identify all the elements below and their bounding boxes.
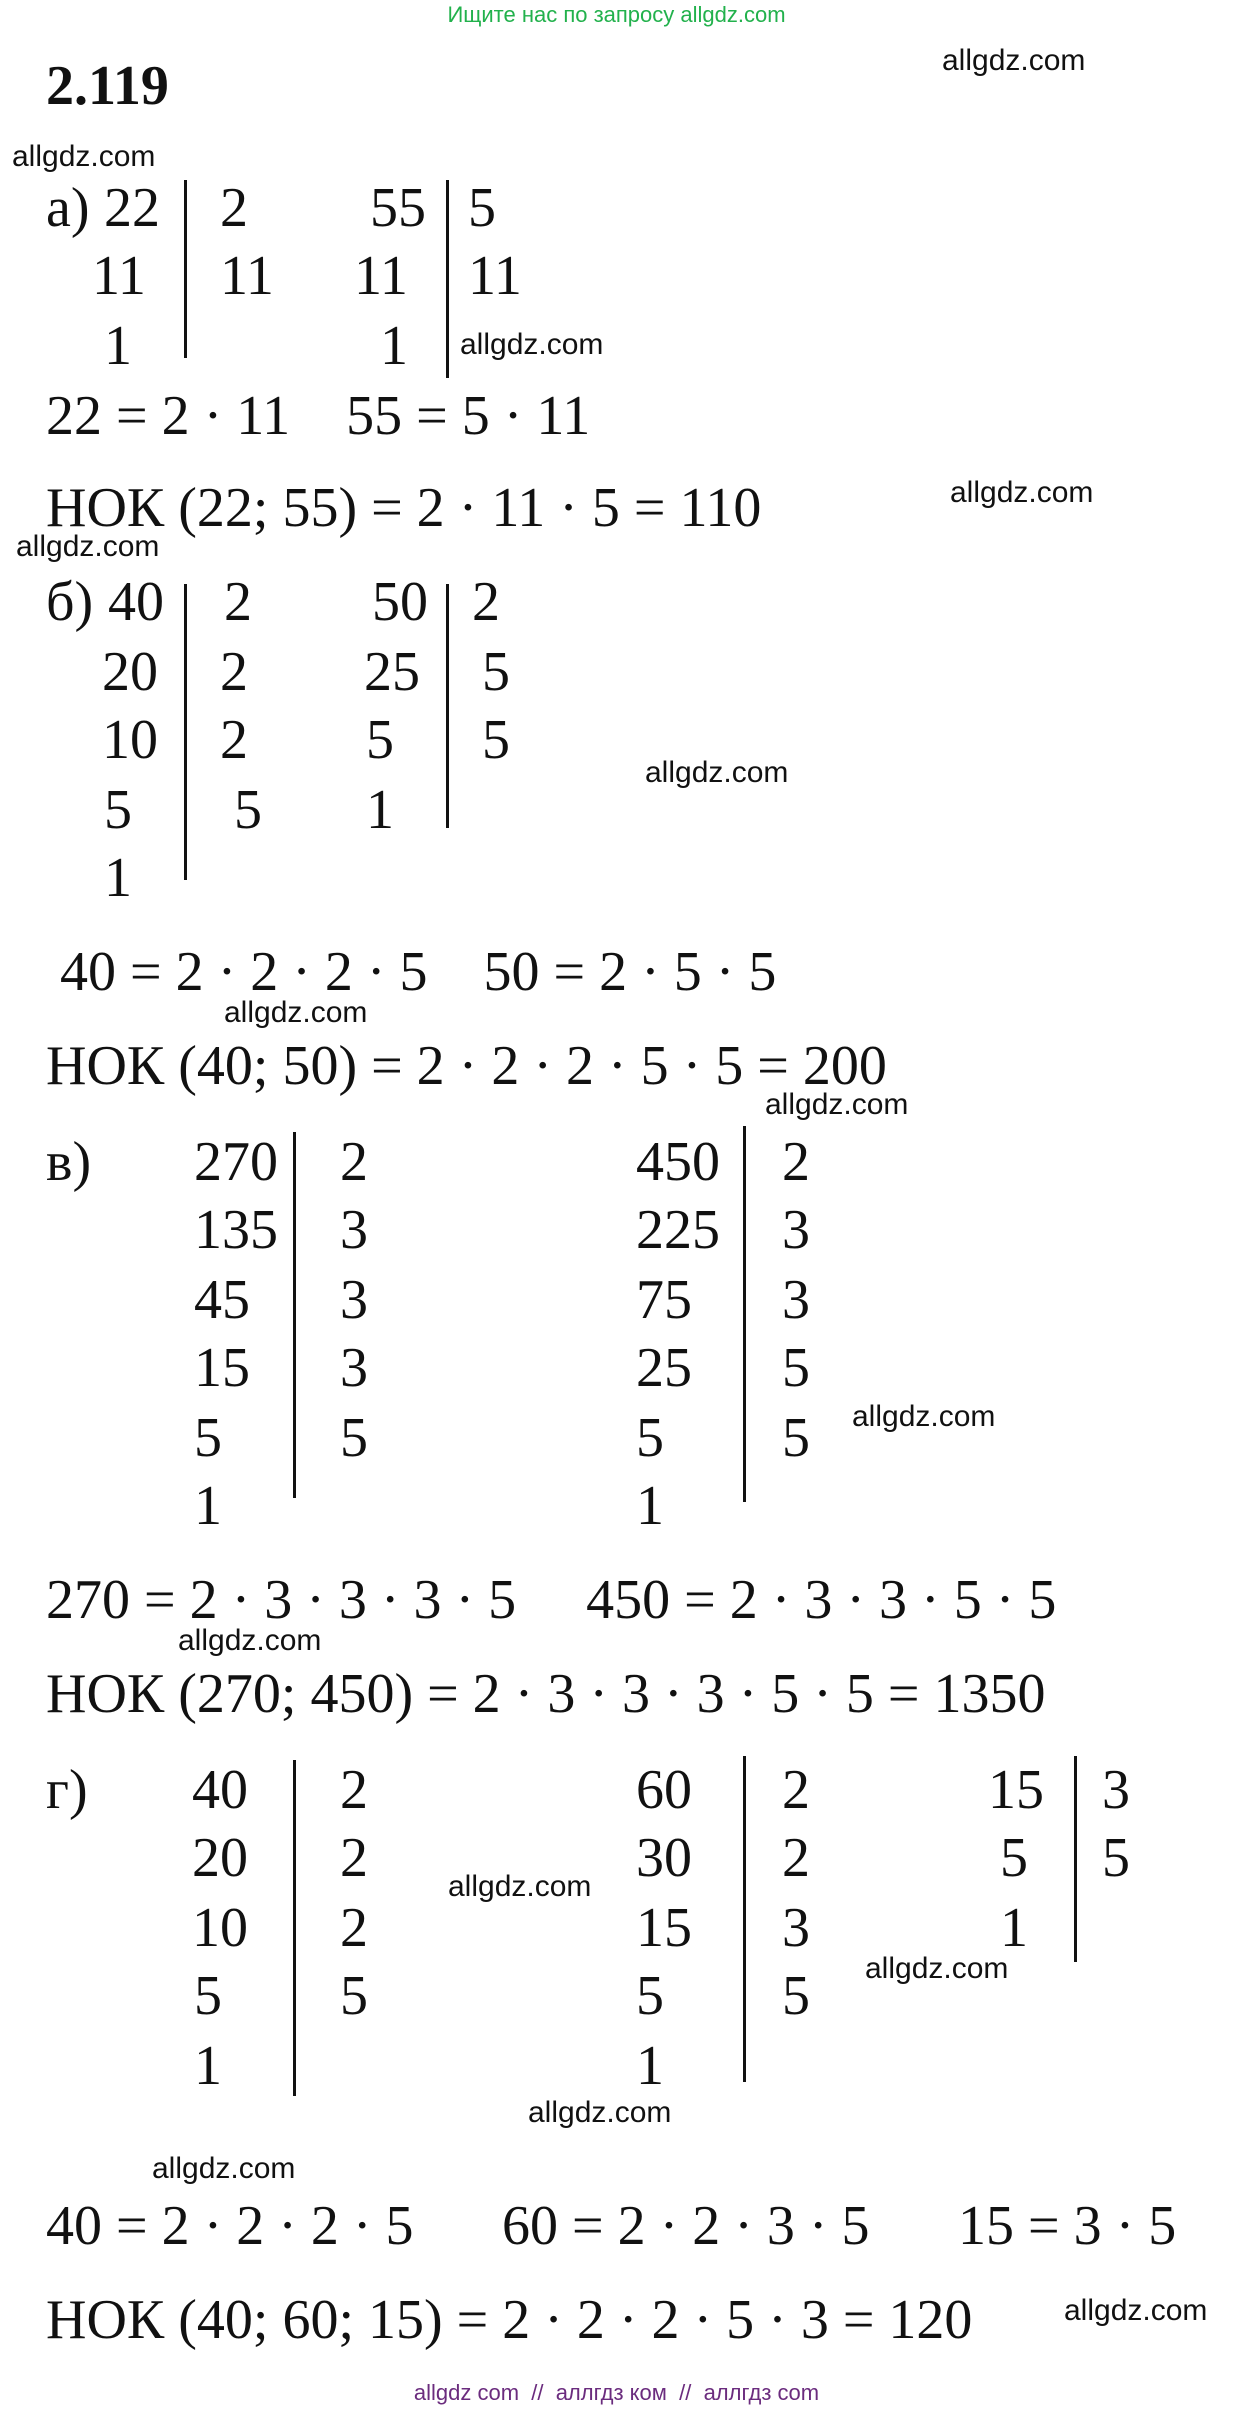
footer-links: allgdz com // аллгдз ком // аллгдз com — [413, 2380, 820, 2405]
part-a-right-divisor: 11 — [468, 245, 522, 307]
part-a-left-value: 11 — [92, 245, 146, 307]
part-b-left-value: 40 — [108, 571, 164, 633]
watermark: allgdz.com — [950, 476, 1094, 509]
part-g-col3-value: 1 — [1000, 1897, 1028, 1959]
watermark: allgdz.com — [448, 1870, 592, 1903]
part-g-col1-value: 1 — [194, 2035, 222, 2097]
part-g-col1-value: 10 — [192, 1897, 248, 1959]
part-g-col2-divisor: 5 — [782, 1965, 810, 2027]
part-v-factorization: 270 = 2 · 3 · 3 · 3 · 5 450 = 2 · 3 · 3 · 5 · 5 — [46, 1569, 1057, 1631]
division-line — [184, 180, 187, 358]
watermark: allgdz.com — [645, 756, 789, 789]
part-b-right-divisor: 5 — [482, 641, 510, 703]
part-v-right-value: 450 — [636, 1131, 720, 1193]
part-b-left-divisor: 2 — [224, 571, 252, 633]
part-g-lcm: НОК (40; 60; 15) = 2 · 2 · 2 · 5 · 3 = 120 — [46, 2289, 973, 2351]
part-g-col2-value: 15 — [636, 1897, 692, 1959]
division-line — [293, 1760, 296, 2096]
watermark: allgdz.com — [152, 2152, 296, 2185]
part-v-right-divisor: 2 — [782, 1131, 810, 1193]
part-g-col3-divisor: 5 — [1102, 1827, 1130, 1889]
division-line — [184, 584, 187, 880]
part-v-left-divisor: 3 — [340, 1269, 368, 1331]
part-g-col3-divisor: 3 — [1102, 1759, 1130, 1821]
part-g-col2-value: 30 — [636, 1827, 692, 1889]
part-g-col1-value: 20 — [192, 1827, 248, 1889]
part-b-left-value: 5 — [104, 779, 132, 841]
part-b-left-divisor: 2 — [220, 709, 248, 771]
division-line — [446, 180, 449, 378]
part-b-left-value: 20 — [102, 641, 158, 703]
part-v-lcm: НОК (270; 450) = 2 · 3 · 3 · 3 · 5 · 5 = 1350 — [46, 1663, 1046, 1725]
part-g-col2-value: 60 — [636, 1759, 692, 1821]
watermark: allgdz.com — [765, 1088, 909, 1121]
watermark: allgdz.com — [942, 44, 1086, 77]
division-line — [293, 1132, 296, 1498]
part-g-col3-value: 5 — [1000, 1827, 1028, 1889]
part-b-factorization: 40 = 2 · 2 · 2 · 5 50 = 2 · 5 · 5 — [60, 941, 777, 1003]
part-g-col2-divisor: 2 — [782, 1827, 810, 1889]
part-a-right-value: 55 — [370, 177, 426, 239]
part-v-left-divisor: 2 — [340, 1131, 368, 1193]
part-a-left-divisor: 2 — [220, 177, 248, 239]
part-b-right-divisor: 5 — [482, 709, 510, 771]
watermark: allgdz.com — [12, 140, 156, 173]
part-v-left-divisor: 3 — [340, 1199, 368, 1261]
part-v-right-divisor: 5 — [782, 1337, 810, 1399]
part-g-col1-value: 5 — [194, 1965, 222, 2027]
part-v-left-value: 15 — [194, 1337, 250, 1399]
watermark: allgdz.com — [16, 530, 160, 563]
part-g-label: г) — [46, 1759, 88, 1821]
part-g-col1-divisor: 5 — [340, 1965, 368, 2027]
division-line — [1074, 1756, 1077, 1962]
division-line — [743, 1756, 746, 2082]
division-line — [446, 584, 449, 828]
part-a-right-value: 1 — [380, 315, 408, 377]
watermark: allgdz.com — [1064, 2294, 1208, 2327]
watermark: allgdz.com — [865, 1952, 1009, 1985]
part-v-right-value: 25 — [636, 1337, 692, 1399]
part-v-right-divisor: 5 — [782, 1407, 810, 1469]
part-v-right-value: 225 — [636, 1199, 720, 1261]
part-g-factorization-15: 15 = 3 · 5 — [958, 2195, 1177, 2257]
part-a-label: а) — [46, 177, 90, 239]
part-a-right-divisor: 5 — [468, 177, 496, 239]
watermark: allgdz.com — [852, 1400, 996, 1433]
part-v-left-value: 5 — [194, 1407, 222, 1469]
part-a-right-value: 11 — [354, 245, 408, 307]
top-banner: Ищите нас по запросу allgdz.com — [447, 2, 786, 27]
part-b-left-divisor: 5 — [234, 779, 262, 841]
part-g-col1-divisor: 2 — [340, 1759, 368, 1821]
part-v-right-divisor: 3 — [782, 1199, 810, 1261]
part-v-left-value: 45 — [194, 1269, 250, 1331]
part-b-right-divisor: 2 — [472, 571, 500, 633]
part-a-lcm: НОК (22; 55) = 2 · 11 · 5 = 110 — [46, 477, 762, 539]
part-g-col1-value: 40 — [192, 1759, 248, 1821]
part-a-left-value: 1 — [104, 315, 132, 377]
part-b-left-value: 10 — [102, 709, 158, 771]
part-v-left-value: 270 — [194, 1131, 278, 1193]
part-g-factorization-40: 40 = 2 · 2 · 2 · 5 — [46, 2195, 414, 2257]
part-b-right-value: 25 — [364, 641, 420, 703]
part-v-right-value: 1 — [636, 1475, 664, 1537]
division-line — [743, 1126, 746, 1502]
part-b-right-value: 5 — [366, 709, 394, 771]
part-a-left-value: 22 — [104, 177, 160, 239]
part-b-right-value: 1 — [366, 779, 394, 841]
part-v-right-value: 75 — [636, 1269, 692, 1331]
part-b-label: б) — [46, 571, 94, 633]
part-v-label: в) — [46, 1131, 92, 1193]
watermark: allgdz.com — [460, 328, 604, 361]
part-b-left-divisor: 2 — [220, 641, 248, 703]
part-g-col3-value: 15 — [988, 1759, 1044, 1821]
part-b-lcm: НОК (40; 50) = 2 · 2 · 2 · 5 · 5 = 200 — [46, 1035, 887, 1097]
watermark: allgdz.com — [528, 2096, 672, 2129]
part-g-col1-divisor: 2 — [340, 1827, 368, 1889]
watermark: allgdz.com — [224, 996, 368, 1029]
part-b-left-value: 1 — [104, 847, 132, 909]
part-b-right-value: 50 — [372, 571, 428, 633]
part-g-col2-divisor: 2 — [782, 1759, 810, 1821]
part-g-factorization-60: 60 = 2 · 2 · 3 · 5 — [502, 2195, 870, 2257]
watermark: allgdz.com — [178, 1624, 322, 1657]
part-g-col2-divisor: 3 — [782, 1897, 810, 1959]
part-v-right-divisor: 3 — [782, 1269, 810, 1331]
part-v-left-value: 1 — [194, 1475, 222, 1537]
part-v-left-divisor: 3 — [340, 1337, 368, 1399]
part-a-left-divisor: 11 — [220, 245, 274, 307]
part-v-right-value: 5 — [636, 1407, 664, 1469]
part-v-left-value: 135 — [194, 1199, 278, 1261]
problem-number: 2.119 — [46, 55, 169, 117]
part-g-col1-divisor: 2 — [340, 1897, 368, 1959]
part-g-col2-value: 1 — [636, 2035, 664, 2097]
part-a-factorization: 22 = 2 · 11 55 = 5 · 11 — [46, 385, 591, 447]
part-v-left-divisor: 5 — [340, 1407, 368, 1469]
part-g-col2-value: 5 — [636, 1965, 664, 2027]
